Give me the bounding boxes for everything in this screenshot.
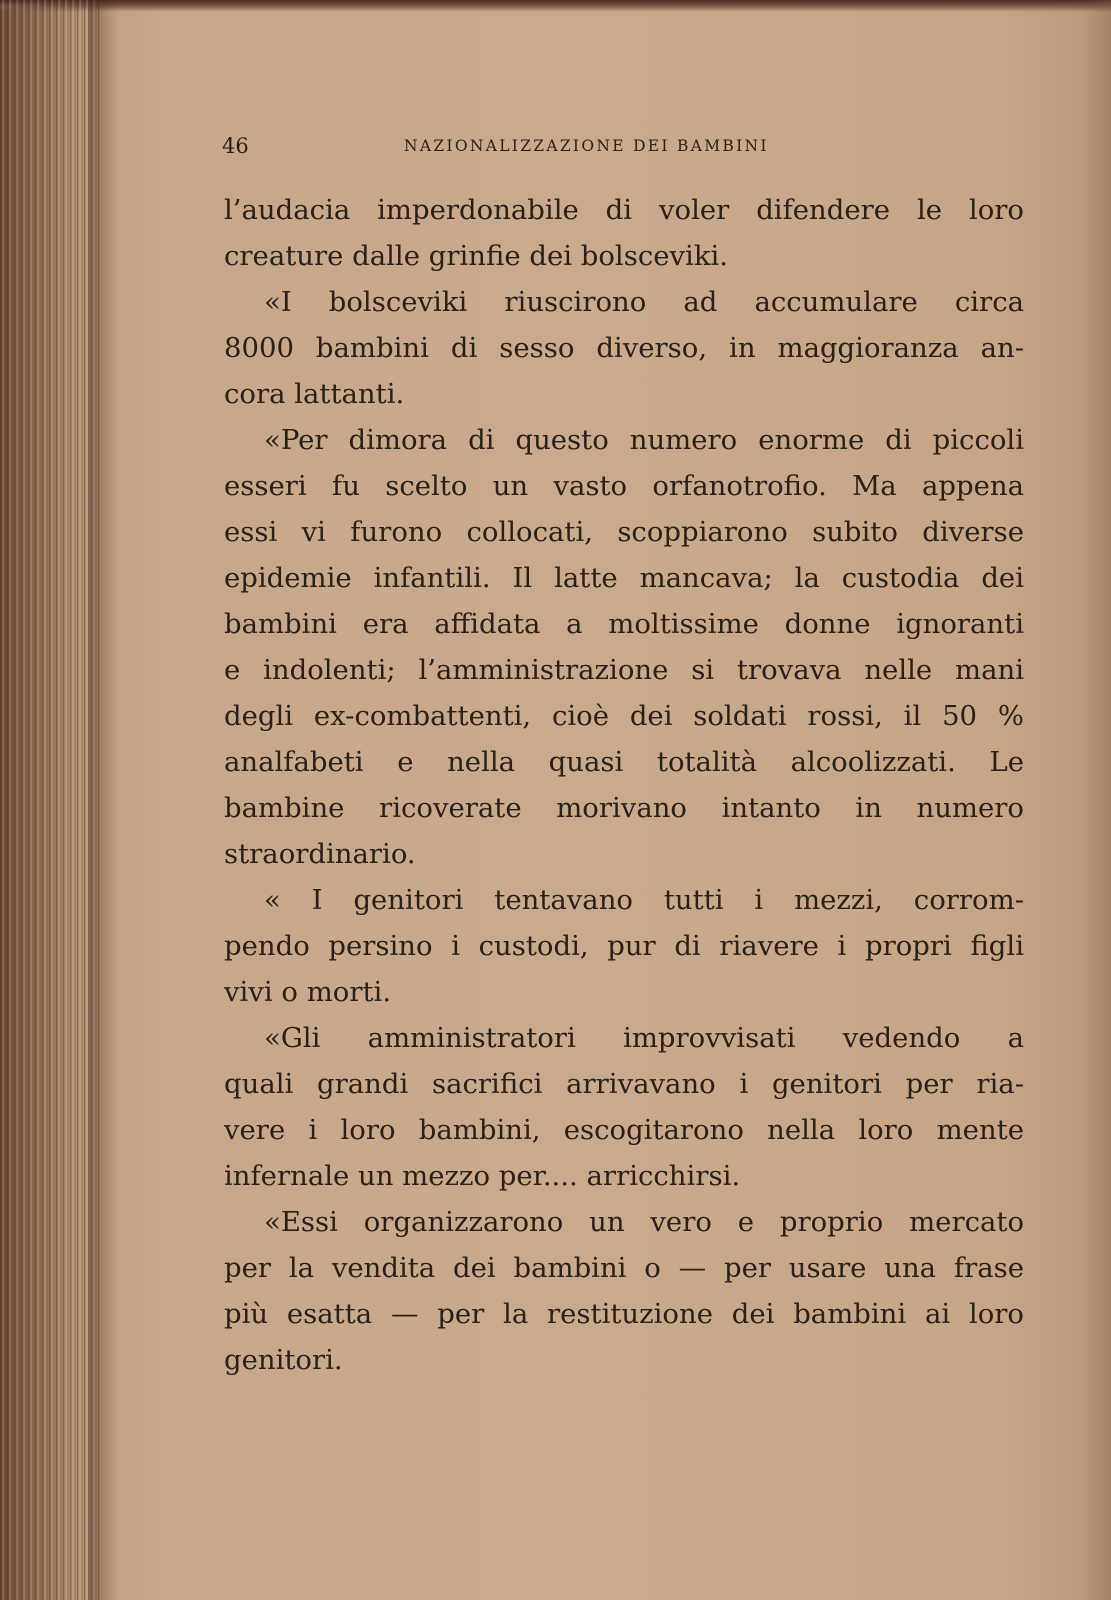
text-line: «Essi organizzarono un vero e proprio mercato — [264, 1206, 1024, 1238]
page-number: 46 — [222, 134, 249, 158]
text-line: «Per dimora di questo numero enorme di piccoli — [264, 424, 1024, 456]
text-line: degli ex-combattenti, cioè dei soldati rossi, il 50 % — [224, 700, 1024, 732]
text-line: vere i loro bambini, escogitarono nella loro mente — [224, 1114, 1024, 1146]
top-edge-shadow — [0, 0, 1111, 12]
page-header — [222, 134, 1022, 168]
text-line: «Gli amministratori improvvisati vedendo a — [264, 1022, 1024, 1054]
text-line: più esatta — per la restituzione dei bambini ai loro — [224, 1298, 1024, 1330]
text-line: essi vi furono collocati, scoppiarono subito diverse — [224, 516, 1024, 548]
text-line: analfabeti e nella quasi totalità alcoolizzati. Le — [224, 746, 1024, 778]
text-line: «I bolsceviki riuscirono ad accumulare circa — [264, 286, 1024, 318]
body-text — [224, 187, 1024, 1383]
text-line: 8000 bambini di sesso diverso, in maggioranza an- — [224, 332, 1024, 364]
text-line: l’audacia imperdonabile di voler difendere le loro — [224, 194, 1024, 226]
text-line: creature dalle grinfie dei bolsceviki. — [224, 240, 729, 272]
text-line: cora lattanti. — [224, 378, 405, 410]
stacked-page-edges — [0, 0, 100, 1600]
text-line: straordinario. — [224, 838, 416, 870]
text-line: esseri fu scelto un vasto orfanotrofio. Ma appena — [224, 470, 1024, 502]
text-line: infernale un mezzo per.... arricchirsi. — [224, 1160, 741, 1192]
text-line: bambine ricoverate morivano intanto in numero — [224, 792, 1024, 824]
text-line: genitori. — [224, 1344, 343, 1376]
text-line: bambini era affidata a moltissime donne ignoranti — [224, 608, 1024, 640]
text-line: « I genitori tentavano tutti i mezzi, corrom- — [264, 884, 1024, 916]
text-line: epidemie infantili. Il latte mancava; la custodia dei — [224, 562, 1024, 594]
text-line: vivi o morti. — [224, 976, 392, 1008]
right-edge-shade — [1081, 0, 1111, 1600]
text-line: quali grandi sacrifici arrivavano i genitori per ria- — [224, 1068, 1024, 1100]
text-line: per la vendita dei bambini o — per usare una frase — [224, 1252, 1024, 1284]
gutter-shadow — [88, 0, 118, 1600]
text-line: e indolenti; l’amministrazione si trovava nelle mani — [224, 654, 1024, 686]
running-title: NAZIONALIZZAZIONE DEI BAMBINI — [404, 137, 769, 155]
text-line: pendo persino i custodi, pur di riavere i propri figli — [224, 930, 1024, 962]
